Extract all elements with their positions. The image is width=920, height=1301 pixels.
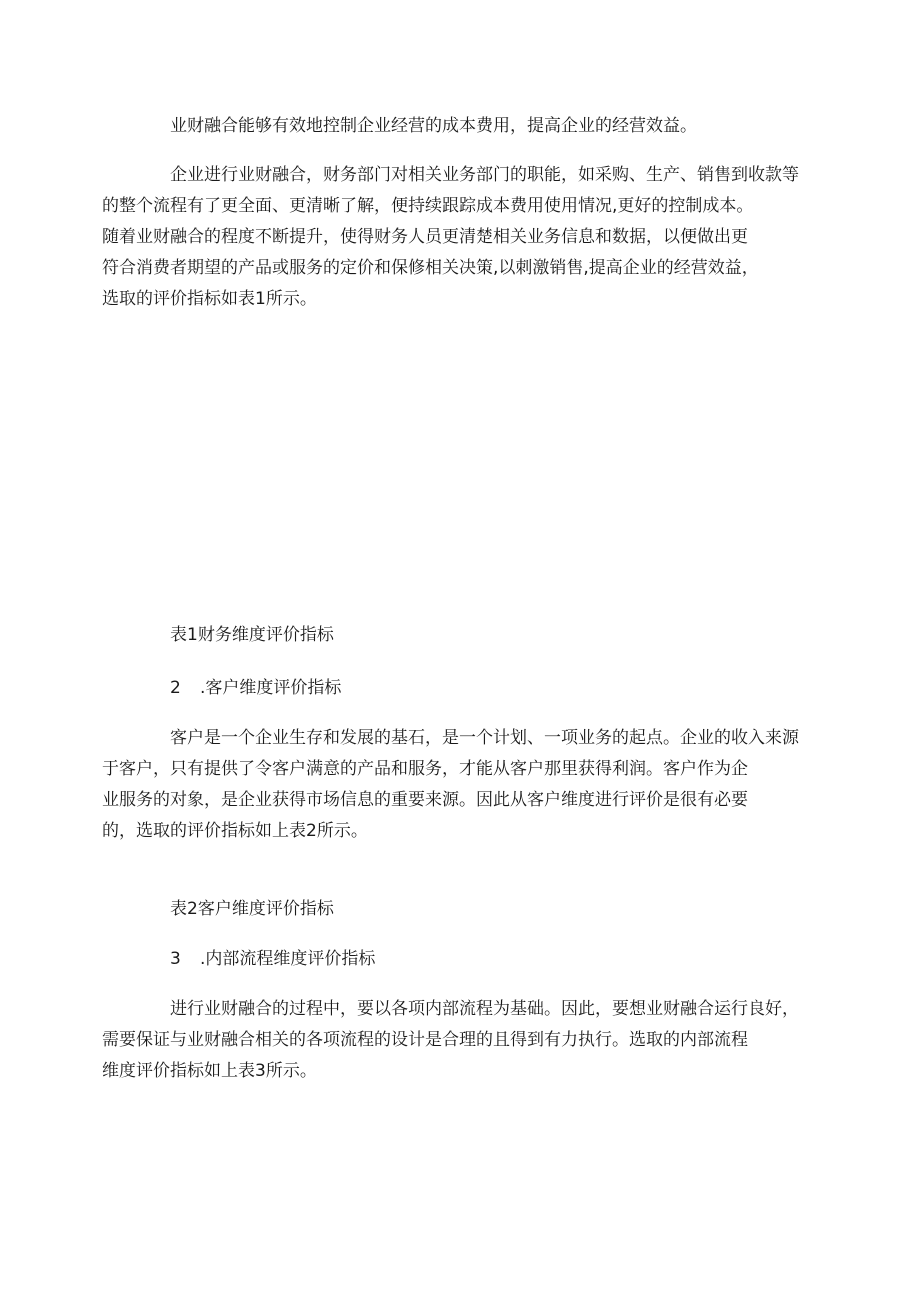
section2-title: .客户维度评价指标 — [200, 678, 342, 698]
paragraph-line: 业财融合能够有效地控制企业经营的成本费用，提高企业的经营效益。 — [170, 116, 697, 136]
paragraph-line: 于客户，只有提供了令客户满意的产品和服务，才能从客户那里获得利润。客户作为企 — [102, 759, 748, 779]
paragraph-internal-process — [102, 994, 799, 1087]
paragraph-line: 客户是一个企业生存和发展的基石，是一个计划、一项业务的起点。企业的收入来源 — [170, 728, 799, 748]
paragraph-line: 进行业财融合的过程中，要以各项内部流程为基础。因此，要想业财融合运行良好， — [170, 999, 799, 1019]
paragraph-line: 业服务的对象，是企业获得市场信息的重要来源。因此从客户维度进行评价是很有必要 — [102, 790, 748, 810]
section3-title: .内部流程维度评价指标 — [200, 949, 376, 969]
section2-number: 2 — [170, 678, 181, 698]
table1-caption: 表1财务维度评价指标 — [170, 625, 334, 645]
paragraph-line: 的，选取的评价指标如上表2所示。 — [102, 821, 368, 841]
paragraph-line: 选取的评价指标如表1所示。 — [102, 289, 317, 309]
paragraph-customer — [102, 723, 799, 847]
paragraph-business-finance — [102, 160, 799, 315]
section3-number: 3 — [170, 949, 181, 969]
paragraph-line: 的整个流程有了更全面、更清晰了解，便持续跟踪成本费用使用情况,更好的控制成本。 — [102, 196, 754, 216]
paragraph-cost-control — [136, 111, 796, 142]
table2-caption: 表2客户维度评价指标 — [170, 899, 334, 919]
paragraph-line: 符合消费者期望的产品或服务的定价和保修相关决策,以刺激销售,提高企业的经营效益， — [102, 258, 759, 278]
paragraph-line: 企业进行业财融合，财务部门对相关业务部门的职能，如采购、生产、销售到收款等 — [170, 165, 799, 185]
section2-heading — [170, 673, 341, 704]
section3-heading — [170, 944, 375, 975]
paragraph-line: 需要保证与业财融合相关的各项流程的设计是合理的且得到有力执行。选取的内部流程 — [102, 1030, 748, 1050]
paragraph-line: 维度评价指标如上表3所示。 — [102, 1061, 317, 1081]
paragraph-line: 随着业财融合的程度不断提升，使得财务人员更清楚相关业务信息和数据，以便做出更 — [102, 227, 748, 247]
